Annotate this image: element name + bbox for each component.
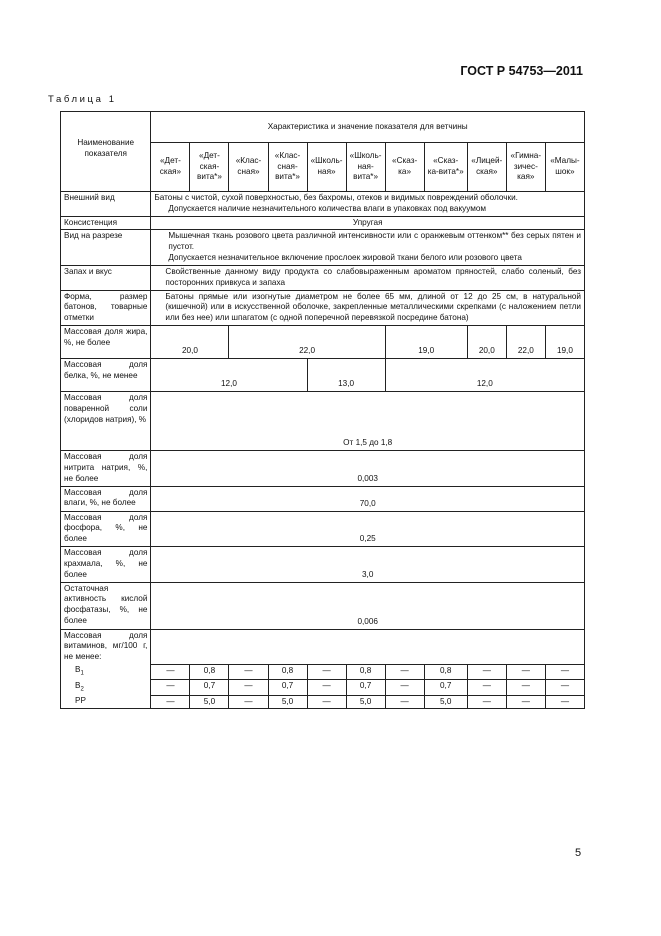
product-header: «Малы- шок» [545, 143, 584, 192]
row-smell [61, 265, 585, 290]
row-label: Массовая доля фосфора, %, не более [61, 511, 151, 546]
b2-value: 0,7 [424, 680, 467, 696]
fat-value: 20,0 [467, 326, 506, 359]
product-header: «Школь- ная» [307, 143, 346, 192]
b1-value: 0,8 [190, 664, 229, 680]
b1-value: 0,8 [346, 664, 385, 680]
name-header: Наименование показателя [61, 112, 151, 192]
pp-value: 5,0 [268, 695, 307, 709]
protein-value: 12,0 [151, 359, 307, 392]
pp-value: — [229, 695, 268, 709]
starch-value: 3,0 [151, 547, 585, 582]
b2-value: 0,7 [268, 680, 307, 696]
table-caption: Таблица 1 [48, 94, 117, 105]
b1-value: — [307, 664, 346, 680]
row-label: $B_2$ [61, 680, 151, 696]
pp-value: — [467, 695, 506, 709]
pp-value: — [545, 695, 584, 709]
b1-value: — [151, 664, 190, 680]
row-value: Свойственные данному виду продукта со слабовыраженным ароматом пряностей, слабо соленый, без посторонних привкуса и запаха [151, 265, 585, 290]
product-header: «Лицей- ская» [467, 143, 506, 192]
b2-value: — [151, 680, 190, 696]
row-consistency [61, 216, 585, 230]
pp-value: — [385, 695, 424, 709]
product-header: «Клас- сная» [229, 143, 268, 192]
fat-value: 19,0 [545, 326, 584, 359]
row-vitamin-b2 [61, 680, 585, 696]
b2-value: 0,7 [190, 680, 229, 696]
row-protein [61, 359, 585, 392]
pp-value: 5,0 [190, 695, 229, 709]
row-label: Массовая доля поваренной соли (хлоридов натрия), % [61, 392, 151, 451]
product-header: «Сказ- ка» [385, 143, 424, 192]
pp-value: 5,0 [346, 695, 385, 709]
fat-value: 22,0 [229, 326, 385, 359]
b2-value: — [506, 680, 545, 696]
product-header: «Гимна- зичес- кая» [506, 143, 545, 192]
row-label: Массовая доля нитрита натрия, %, не более [61, 451, 151, 486]
appearance-text-1: Батоны с чистой, сухой поверхностью, без бахромы, отеков и видимых повреждений оболочки. [154, 193, 518, 202]
nitrite-value: 0,003 [151, 451, 585, 486]
b2-value: 0,7 [346, 680, 385, 696]
product-header: «Школь- ная- вита*» [346, 143, 385, 192]
row-starch [61, 547, 585, 582]
row-value: Упругая [151, 216, 585, 230]
b1-value: — [545, 664, 584, 680]
b2-value: — [229, 680, 268, 696]
b2-value: — [467, 680, 506, 696]
appearance-text-2: Допускается наличие незначительного количества влаги в упаковках под вакуумом [168, 203, 487, 213]
row-vitamins [61, 629, 585, 664]
row-cut [61, 230, 585, 265]
row-value [151, 192, 585, 217]
fat-value: 22,0 [506, 326, 545, 359]
salt-value: От 1,5 до 1,8 [151, 392, 585, 451]
row-label: Массовая доля жира, %, не более [61, 326, 151, 359]
b1-value: — [229, 664, 268, 680]
row-label: PP [61, 695, 151, 709]
moisture-value: 70,0 [151, 486, 585, 511]
b1-value: 0,8 [424, 664, 467, 680]
document-code: ГОСТ Р 54753—2011 [460, 64, 583, 78]
row-salt [61, 392, 585, 451]
b2-value: — [307, 680, 346, 696]
row-moisture [61, 486, 585, 511]
row-value: Батоны прямые или изогнутые диаметром не более 65 мм, длиной от 12 до 25 см, в натуральной (кишечной) или в искусственной оболочке, закрепленные металлическими скрепками (с наложением петли или без нее) или шпагатом (с одной поперечной перевязкой посредине батона) [151, 290, 585, 325]
pp-value: — [506, 695, 545, 709]
row-label: Остаточная активность кислой фосфатазы, %, не более [61, 582, 151, 629]
page-number: 5 [575, 847, 582, 859]
product-header: «Клас- сная- вита*» [268, 143, 307, 192]
b2-value: — [385, 680, 424, 696]
product-header: «Сказ- ка-вита*» [424, 143, 467, 192]
row-vitamin-b1 [61, 664, 585, 680]
pp-value: — [151, 695, 190, 709]
row-appearance [61, 192, 585, 217]
b1-value: — [385, 664, 424, 680]
row-shape [61, 290, 585, 325]
row-label: Запах и вкус [61, 265, 151, 290]
product-header: «Дет- ская- вита*» [190, 143, 229, 192]
phosphatase-value: 0,006 [151, 582, 585, 629]
fat-value: 19,0 [385, 326, 467, 359]
row-label: Массовая доля крахмала, %, не более [61, 547, 151, 582]
row-vitamin-pp [61, 695, 585, 709]
row-label: Массовая доля влаги, %, не более [61, 486, 151, 511]
row-fat [61, 326, 585, 359]
row-label: Консистенция [61, 216, 151, 230]
row-nitrite [61, 451, 585, 486]
protein-value: 12,0 [385, 359, 584, 392]
row-label: Форма, размер батонов, товарные отметки [61, 290, 151, 325]
characteristics-table [60, 111, 585, 709]
fat-value: 20,0 [151, 326, 229, 359]
pp-value: 5,0 [424, 695, 467, 709]
b1-value: — [467, 664, 506, 680]
row-label: Массовая доля витаминов, мг/100 г, не менее: [61, 629, 151, 664]
row-label: Внешний вид [61, 192, 151, 217]
row-phosphorus [61, 511, 585, 546]
cut-text-1: Мышечная ткань розового цвета различной интенсивности или с оранжевым оттенком** без серых пятен и пустот. [168, 231, 581, 252]
row-value [151, 230, 585, 265]
b1-value: 0,8 [268, 664, 307, 680]
row-phosphatase [61, 582, 585, 629]
group-header: Характеристика и значение показателя для ветчины [151, 112, 585, 143]
pp-value: — [307, 695, 346, 709]
cut-text-2: Допускается незначительное включение прослоек жировой ткани белого или розового цвета [168, 253, 522, 263]
b2-value: — [545, 680, 584, 696]
protein-value: 13,0 [307, 359, 385, 392]
row-label: Массовая доля белка, %, не менее [61, 359, 151, 392]
row-label: Вид на разрезе [61, 230, 151, 265]
phosphorus-value: 0,25 [151, 511, 585, 546]
row-label: $B_1$ [61, 664, 151, 680]
product-header: «Дет- ская» [151, 143, 190, 192]
b1-value: — [506, 664, 545, 680]
